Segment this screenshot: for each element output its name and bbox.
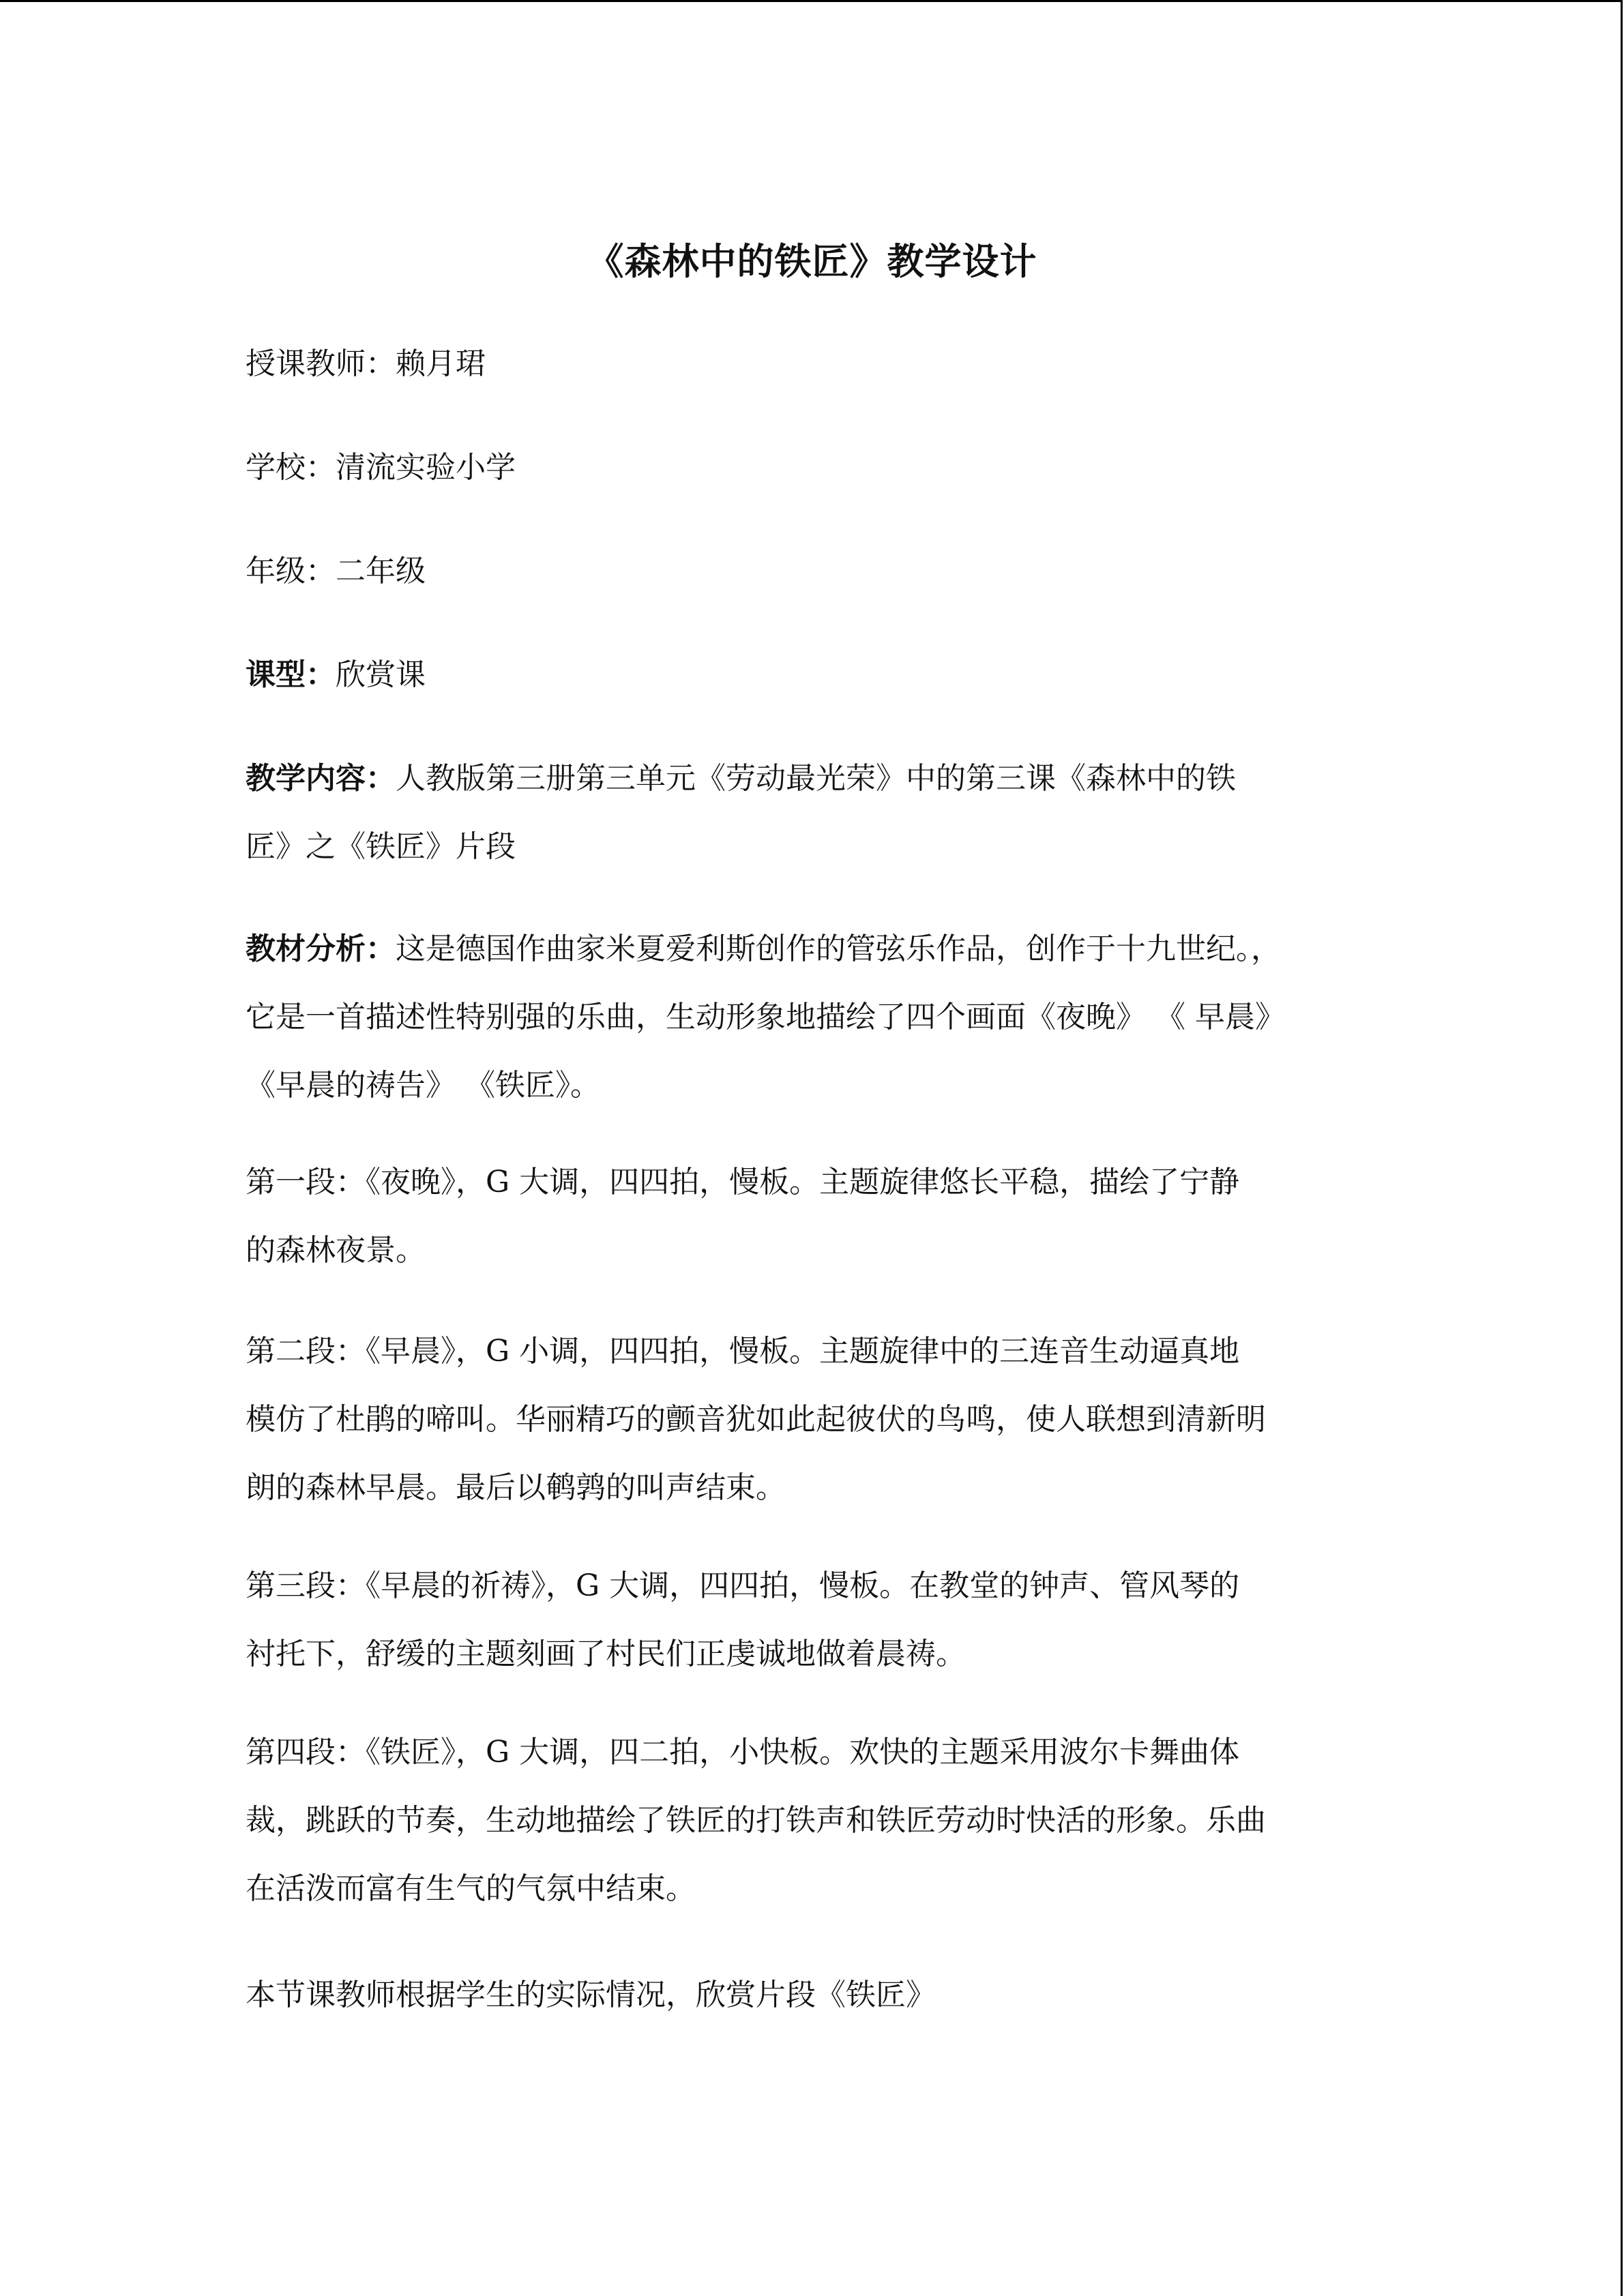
- document-title: 《森林中的铁匠》教学设计: [587, 240, 1037, 284]
- teaching-content-line: 匠》之《铁匠》片段: [246, 829, 516, 864]
- section-2-line: 模仿了杜鹃的啼叫。华丽精巧的颤音犹如此起彼伏的鸟鸣，使人联想到清新明: [246, 1402, 1266, 1437]
- material-analysis-label: 教材分析：: [246, 931, 396, 966]
- section-4-line: 第四段：《铁匠》，G 大调，四二拍，小快板。欢快的主题采用波尔卡舞曲体: [246, 1735, 1240, 1770]
- material-analysis-line: [246, 915, 1378, 983]
- material-analysis-text: 这是德国作曲家米夏爱利斯创作的管弦乐作品，创作于十九世纪。，: [396, 931, 1281, 966]
- section-4-line: 裁，跳跃的节奏，生动地描绘了铁匠的打铁声和铁匠劳动时快活的形象。乐曲: [246, 1803, 1266, 1838]
- school-field: 学校：清流实验小学: [246, 450, 516, 485]
- section-1-line: 第一段：《夜晚》，G 大调，四四拍，慢板。主题旋律悠长平稳，描绘了宁静: [246, 1165, 1240, 1199]
- section-2-line: 第二段：《早晨》，G 小调，四四拍，慢板。主题旋律中的三连音生动逼真地: [246, 1334, 1240, 1369]
- lesson-type-field: [246, 641, 1378, 709]
- section-3-line: 第三段：《早晨的祈祷》，G 大调，四四拍，慢板。在教堂的钟声、管风琴的: [246, 1568, 1240, 1603]
- section-1-line: 的森林夜景。: [246, 1233, 426, 1268]
- lesson-type-label: 课型：: [246, 657, 336, 692]
- section-3-paragraph: [246, 1552, 1378, 1688]
- section-3-line: 衬托下，舒缓的主题刻画了村民们正虔诚地做着晨祷。: [246, 1637, 966, 1671]
- material-analysis-paragraph: [246, 915, 1378, 1120]
- grade-field: 年级：二年级: [246, 554, 426, 588]
- material-analysis-line: 《早晨的祷告》 《铁匠》。: [246, 1068, 600, 1103]
- section-4-paragraph: [246, 1718, 1378, 1923]
- section-4-line: 在活泼而富有生气的气氛中结束。: [246, 1871, 696, 1906]
- teaching-content-text: 人教版第三册第三单元《劳动最光荣》中的第三课《森林中的铁: [396, 761, 1236, 796]
- material-analysis-line: 它是一首描述性特别强的乐曲，生动形象地描绘了四个画面《夜晚》 《 早晨》: [246, 1000, 1285, 1034]
- teacher-field: 授课教师：赖月珺: [246, 346, 486, 381]
- teaching-content-line: [246, 745, 1378, 813]
- section-2-line: 朗的森林早晨。最后以鹌鹑的叫声结束。: [246, 1470, 786, 1505]
- teaching-content-paragraph: [246, 745, 1378, 881]
- closing-paragraph: 本节课教师根据学生的实际情况，欣赏片段《铁匠》: [246, 1978, 936, 2012]
- teaching-content-label: 教学内容：: [246, 761, 396, 796]
- section-1-paragraph: [246, 1148, 1378, 1285]
- lesson-type-value: 欣赏课: [336, 657, 426, 692]
- section-2-paragraph: [246, 1317, 1378, 1522]
